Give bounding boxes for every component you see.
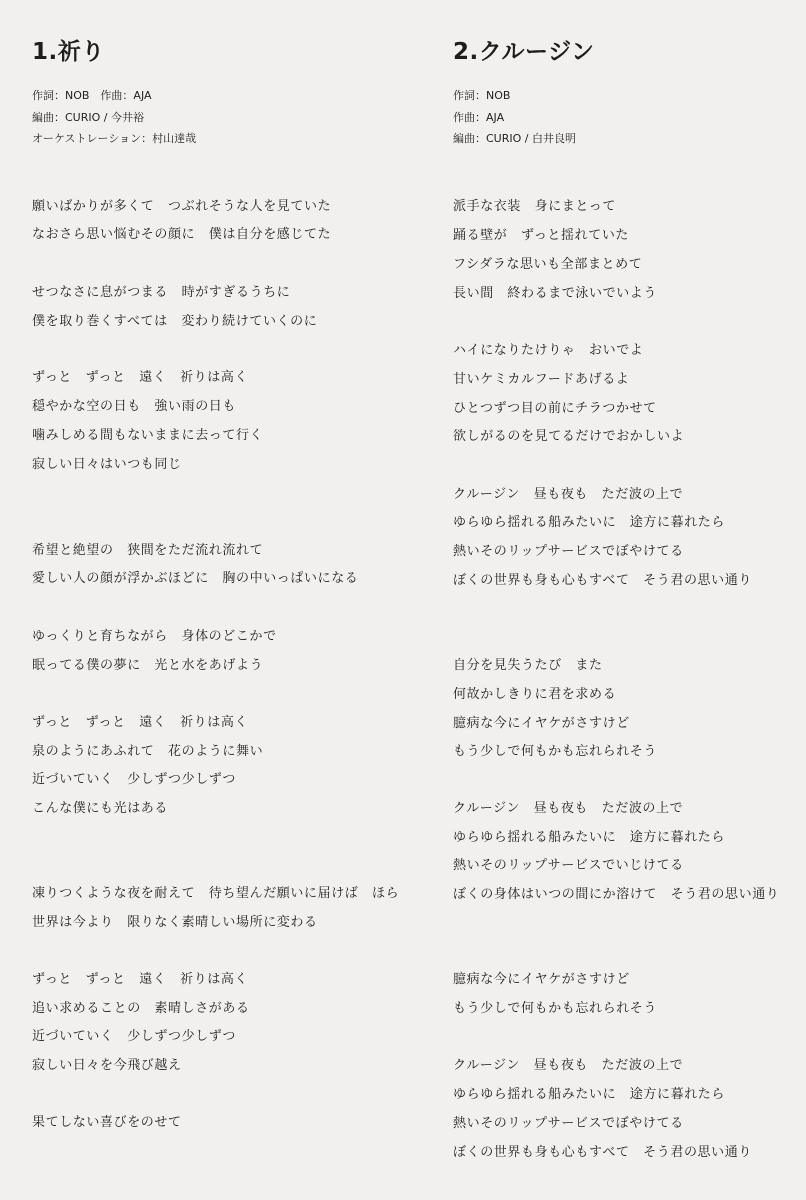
- song-2-credit-arrangement: 編曲：CURIO / 白井良明: [453, 132, 576, 145]
- lyric-line: 熱いそのリップサービスでいじけてる: [453, 858, 684, 873]
- lyric-line: クルージン 昼も夜も ただ波の上で: [453, 1058, 684, 1073]
- lyric-line: 臆病な今にイヤケがさすけど: [453, 972, 630, 987]
- lyric-line: 何故かしきりに君を求める: [453, 687, 617, 702]
- song-1-credit-arrangement: 編曲：CURIO / 今井裕: [32, 111, 144, 124]
- lyric-line: 泉のようにあふれて 花のように舞い: [32, 744, 264, 759]
- lyric-line: 眠ってる僕の夢に 光と水をあげよう: [32, 658, 264, 673]
- lyric-line: フシダラな思いも全部まとめて: [453, 257, 643, 272]
- lyric-line: 踊る壁が ずっと揺れていた: [453, 228, 630, 243]
- lyric-line: せつなさに息がつまる 時がすぎるうちに: [32, 285, 291, 300]
- song-2-title: 2.クルージン: [453, 39, 595, 65]
- lyric-line: ぼくの世界も身も心もすべて そう君の思い通り: [453, 1145, 752, 1160]
- lyric-line: もう少しで何もかも忘れられそう: [453, 744, 658, 759]
- lyric-line: クルージン 昼も夜も ただ波の上で: [453, 801, 684, 816]
- song-1-credit-orchestration: オーケストレーション：村山達哉: [32, 132, 197, 145]
- song-1-credit-lyrics-music: 作詞：NOB 作曲：AJA: [32, 89, 152, 102]
- lyric-line: こんな僕にも光はある: [32, 801, 169, 816]
- lyric-line: 甘いケミカルフードあげるよ: [453, 372, 630, 387]
- lyric-line: 噛みしめる間もないままに去って行く: [32, 428, 264, 443]
- lyric-line: 追い求めることの 素晴しさがある: [32, 1001, 250, 1016]
- lyric-line: ゆらゆら揺れる船みたいに 途方に暮れたら: [453, 1087, 726, 1102]
- lyric-line: ひとつずつ目の前にチラつかせて: [453, 401, 657, 416]
- song-2-credit-music: 作曲：AJA: [453, 111, 505, 124]
- lyric-line: ゆらゆら揺れる船みたいに 途方に暮れたら: [453, 515, 726, 530]
- lyric-line: 凍りつくような夜を耐えて 待ち望んだ願いに届けば ほら: [32, 886, 400, 901]
- lyric-line: 愛しい人の顔が浮かぶほどに 胸の中いっぱいになる: [32, 571, 359, 586]
- lyric-line: ゆっくりと育ちながら 身体のどこかで: [32, 629, 277, 644]
- lyric-line: 近づいていく 少しずつ少しずつ: [32, 1029, 237, 1044]
- lyric-line: ハイになりたけりゃ おいでよ: [453, 343, 644, 358]
- lyric-line: 熱いそのリップサービスでぼやけてる: [453, 1116, 684, 1131]
- song-1-title: 1.祈り: [32, 39, 105, 65]
- lyric-line: 願いばかりが多くて つぶれそうな人を見ていた: [32, 199, 332, 214]
- lyric-line: ぼくの身体はいつの間にか溶けて そう君の思い通り: [453, 887, 780, 902]
- lyric-line: ずっと ずっと 遠く 祈りは高く: [32, 715, 249, 730]
- lyric-line: なおさら思い悩むその顔に 僕は自分を感じてた: [32, 227, 332, 242]
- lyric-line: 果てしない喜びをのせて: [32, 1115, 182, 1130]
- lyric-line: 近づいていく 少しずつ少しずつ: [32, 772, 237, 787]
- lyric-line: 臆病な今にイヤケがさすけど: [453, 716, 630, 731]
- lyric-line: もう少しで何もかも忘れられそう: [453, 1001, 658, 1016]
- lyric-line: 寂しい日々を今飛び越え: [32, 1058, 182, 1073]
- lyric-line: 僕を取り巻くすべては 変わり続けていくのに: [32, 314, 318, 329]
- lyric-line: ずっと ずっと 遠く 祈りは高く: [32, 370, 249, 385]
- lyric-line: クルージン 昼も夜も ただ波の上で: [453, 487, 684, 502]
- lyric-line: ゆらゆら揺れる船みたいに 途方に暮れたら: [453, 830, 726, 845]
- lyric-line: 欲しがるのを見てるだけでおかしいよ: [453, 429, 685, 444]
- lyric-line: ぼくの世界も身も心もすべて そう君の思い通り: [453, 573, 752, 588]
- lyric-line: 寂しい日々はいつも同じ: [32, 457, 182, 472]
- lyric-line: 熱いそのリップサービスでぼやけてる: [453, 544, 684, 559]
- lyric-line: ずっと ずっと 遠く 祈りは高く: [32, 972, 249, 987]
- lyric-line: 穏やかな空の日も 強い雨の日も: [32, 399, 237, 414]
- lyric-line: 派手な衣装 身にまとって: [453, 199, 616, 214]
- lyric-line: 世界は今より 限りなく素晴しい場所に変わる: [32, 915, 318, 930]
- lyric-line: 希望と絶望の 狭間をただ流れ流れて: [32, 543, 264, 558]
- lyric-line: 自分を見失うたび また: [453, 658, 603, 673]
- song-2-credit-lyrics: 作詞：NOB: [453, 89, 511, 102]
- lyric-line: 長い間 終わるまで泳いでいよう: [453, 286, 658, 301]
